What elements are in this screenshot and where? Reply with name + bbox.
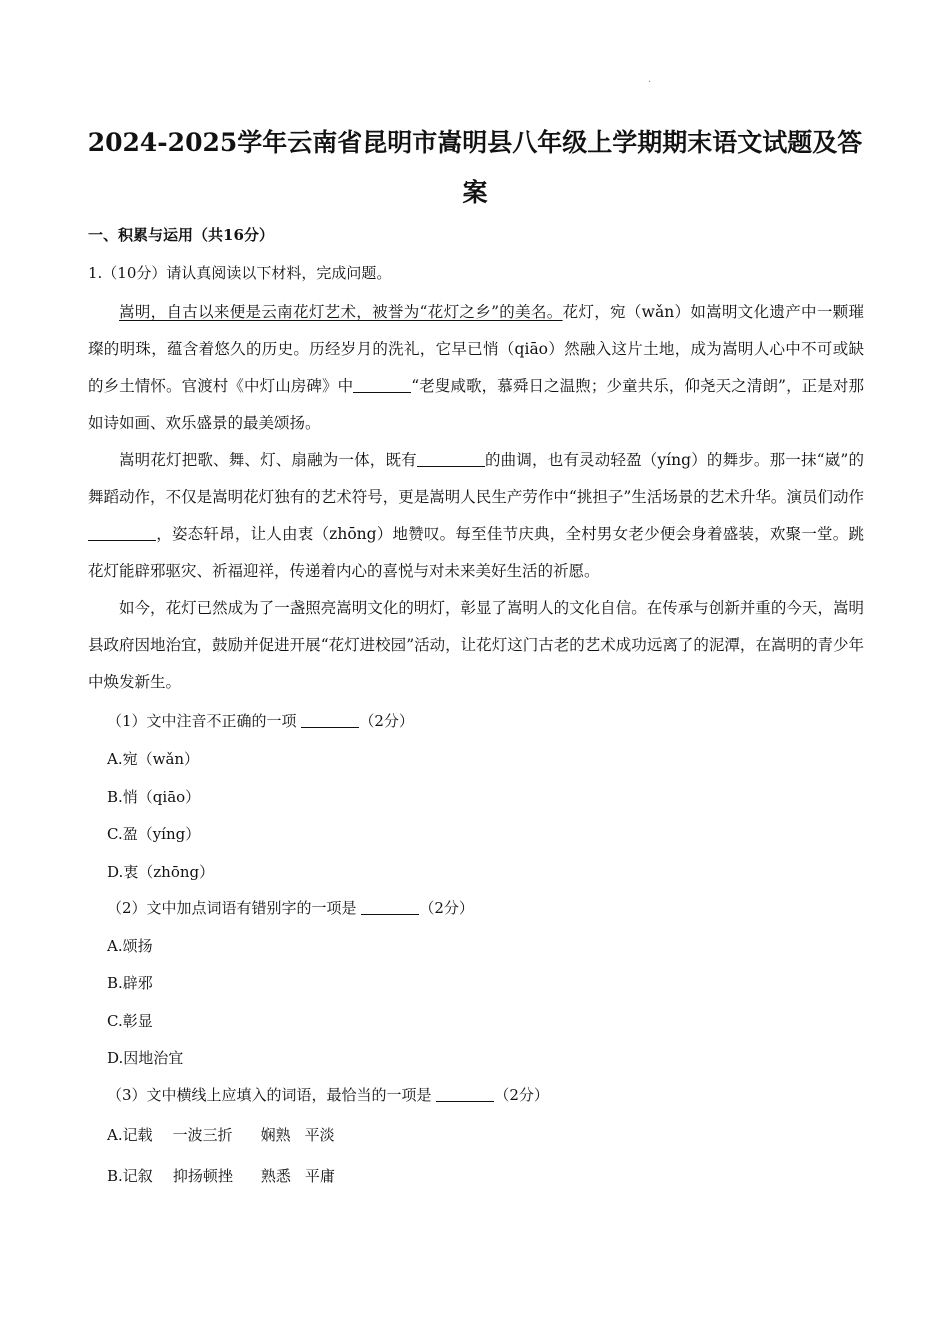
paragraph-1-text-b: “老叟咸歌，慕舜日之温煦；少童共乐，仰尧天之清朗”，正是对那如诗如画、欢乐盛景的最美颂扬。 <box>88 377 864 432</box>
paragraph-2 <box>88 442 864 590</box>
fill-blank-2 <box>417 451 485 468</box>
paragraph-2-text-b: 的曲调，也有灵动轻盈（yíng）的舞步。那一抹“崴”的舞蹈动作，不仅是嵩明花灯独有的艺术符号，更是嵩明人民生产劳作中“挑担子”生活场景的艺术升华。演员们动作 <box>88 451 864 506</box>
sub1-option-d: D.衷（zhōng） <box>107 863 215 881</box>
underlined-sentence: 嵩明，自古以来便是云南花灯艺术，被誉为“花灯之乡”的美名。 <box>119 303 563 321</box>
header-mark: . <box>648 74 652 85</box>
sub3-option-a <box>107 1124 335 1145</box>
sub-question-1-score: （2分） <box>359 712 414 730</box>
answer-blank-2 <box>361 899 419 915</box>
sub1-option-b: B.悄（qiāo） <box>107 788 201 806</box>
paragraph-2-text-a: 嵩明花灯把歌、舞、灯、扇融为一体，既有 <box>119 451 417 469</box>
option-word-2: 一波三折 <box>172 1126 233 1144</box>
option-letter: A. <box>107 1126 123 1144</box>
sub2-option-c: C.彰显 <box>107 1012 153 1030</box>
sub-question-1 <box>107 710 414 731</box>
sub2-option-d: D.因地治宜 <box>107 1049 184 1067</box>
sub-question-1-label: （1）文中注音不正确的一项 <box>107 712 297 730</box>
sub1-option-c: C.盈（yíng） <box>107 825 201 843</box>
question-1-intro: 1.（10分）请认真阅读以下材料，完成问题。 <box>88 264 392 282</box>
fill-blank-3 <box>88 525 156 542</box>
reading-passage <box>88 294 864 701</box>
page-title: 2024-2025学年云南省昆明市嵩明县八年级上学期期末语文试题及答案 <box>87 128 863 207</box>
answer-blank-3 <box>436 1086 494 1102</box>
sub-question-2 <box>107 897 474 918</box>
paragraph-3: 如今，花灯已然成为了一盏照亮嵩明文化的明灯，彰显了嵩明人的文化自信。在传承与创新并重的今天，嵩明县政府因地治宜，鼓励并促进开展“花灯进校园”活动，让花灯这门古老的艺术成功远离了的泥潭，在嵩明的青少年中焕发新生。 <box>88 599 864 691</box>
option-word-4: 平庸 <box>304 1167 335 1185</box>
option-word-3: 娴熟 <box>260 1126 291 1144</box>
sub3-option-b <box>107 1165 335 1186</box>
option-word-3: 熟悉 <box>260 1167 291 1185</box>
paragraph-2-text-c: ，姿态轩昂，让人由衷（zhōng）地赞叹。每至佳节庆典，全村男女老少便会身着盛装，欢聚一堂。跳花灯能辟邪驱灾、祈福迎祥，传递着内心的喜悦与对未来美好生活的祈愿。 <box>88 525 864 580</box>
sub2-option-b: B.辟邪 <box>107 974 153 992</box>
sub-question-2-score: （2分） <box>419 899 474 917</box>
paragraph-1-text-a: 花灯，宛（wǎn）如嵩明文化遗产中一颗璀璨的明珠，蕴含着悠久的历史。历经岁月的洗礼，它早已悄（qiāo）然融入这片土地，成为嵩明人心中不可或缺的乡土情怀。官渡村《中灯山房碑》中 <box>88 303 864 395</box>
option-word-4: 平淡 <box>304 1126 335 1144</box>
sub1-option-a: A.宛（wǎn） <box>107 750 200 768</box>
fill-blank-1 <box>353 377 411 394</box>
paragraph-1 <box>88 294 864 442</box>
sub-question-3 <box>107 1084 549 1105</box>
section-heading: 一、积累与运用（共16分） <box>88 226 274 244</box>
answer-blank-1 <box>301 712 359 728</box>
sub2-option-a: A.颂扬 <box>107 937 153 955</box>
sub-question-3-score: （2分） <box>494 1086 549 1104</box>
option-letter: B. <box>107 1167 123 1185</box>
sub-question-2-label: （2）文中加点词语有错别字的一项是 <box>107 899 357 917</box>
option-word-1: 记叙 <box>122 1167 153 1185</box>
sub-question-3-label: （3）文中横线上应填入的词语，最恰当的一项是 <box>107 1086 432 1104</box>
option-word-1: 记载 <box>122 1126 153 1144</box>
option-word-2: 抑扬顿挫 <box>172 1167 233 1185</box>
